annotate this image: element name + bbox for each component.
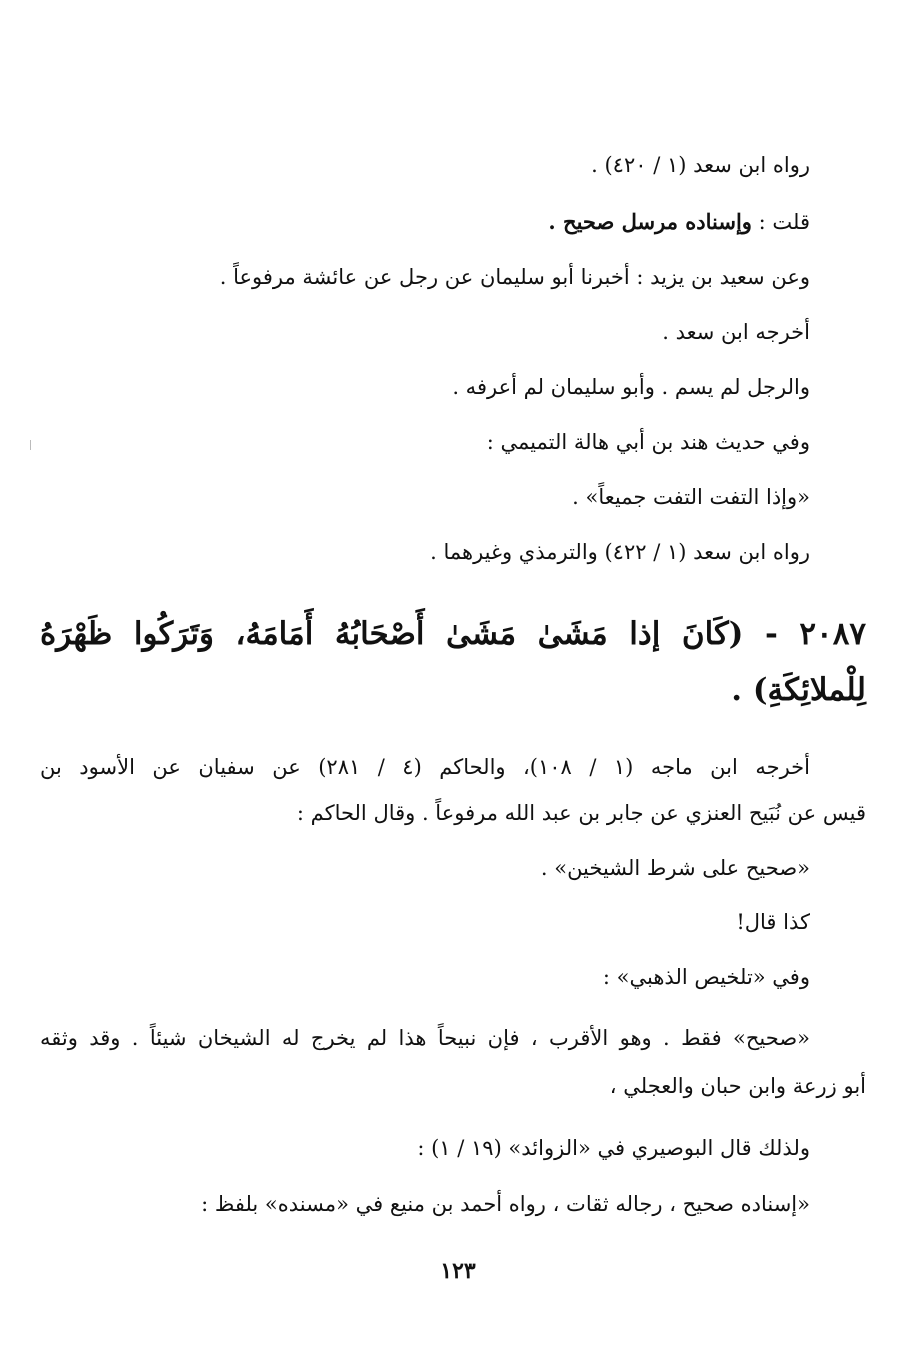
text-line-hind-hadith: وفي حديث هند بن أبي هالة التميمي :: [486, 430, 810, 454]
hadith-heading-line-2: لِلْملائِكَةِ) .: [731, 672, 866, 708]
text-line-qultu: [548, 207, 810, 237]
text-line-qays-nubayh: قيس عن نُبَيح العنزي عن جابر بن عبد الله مرفوعاً . وقال الحاكم :: [296, 801, 866, 825]
text-line-talkhis: وفي «تلخيص الذهبي» :: [602, 965, 810, 989]
qultu-verdict: وإسناده مرسل صحيح .: [548, 209, 752, 234]
text-line-said-bin-yazid: وعن سعيد بن يزيد : أخبرنا أبو سليمان عن رجل عن عائشة مرفوعاً .: [219, 265, 810, 289]
qultu-prefix: قلت :: [751, 210, 810, 234]
text-line-sahih-faqat: «صحيح» فقط . وهو الأقرب ، فإن نبيحاً هذا لم يخرج له الشيخان شيئاً . وقد وثقه: [40, 1026, 810, 1050]
text-line-akhrajahu-ibn-saad: أخرجه ابن سعد .: [662, 320, 810, 344]
text-line-isnad-sahih: «إسناده صحيح ، رجاله ثقات ، رواه أحمد بن منيع في «مسنده» بلفظ :: [201, 1192, 810, 1216]
text-line-abu-zura: أبو زرعة وابن حبان والعجلي ،: [609, 1074, 866, 1098]
text-line-ibn-majah: أخرجه ابن ماجه (١ / ١٠٨)، والحاكم (٤ / ٢٨١) عن سفيان عن الأسود بن: [40, 755, 810, 779]
text-line-ibn-saad-ref: رواه ابن سعد (١ / ٤٢٠) .: [591, 153, 810, 177]
hadith-heading-line-1: ٢٠٨٧ - (كَانَ إذا مَشَىٰ مَشَىٰ أَصْحَابُهُ أَمَامَهُ، وَتَرَكُوا ظَهْرَهُ: [40, 616, 866, 652]
page-number: ١٢٣: [440, 1258, 476, 1284]
text-line-kadha-qal: كذا قال!: [736, 910, 810, 934]
text-line-rajul-lam-yusamma: والرجل لم يسم . وأبو سليمان لم أعرفه .: [452, 375, 810, 399]
text-line-tirmidhi-ref: رواه ابن سعد (١ / ٤٢٢) والترمذي وغيرهما .: [430, 540, 810, 564]
text-line-sahih-shaykhayn: «صحيح على شرط الشيخين» .: [540, 856, 810, 880]
text-line-quote-iltafata: «وإذا التفت التفت جميعاً» .: [572, 485, 810, 509]
text-line-busiri: ولذلك قال البوصيري في «الزوائد» (١٩ / ١) :: [417, 1136, 810, 1160]
margin-mark: [30, 440, 31, 450]
